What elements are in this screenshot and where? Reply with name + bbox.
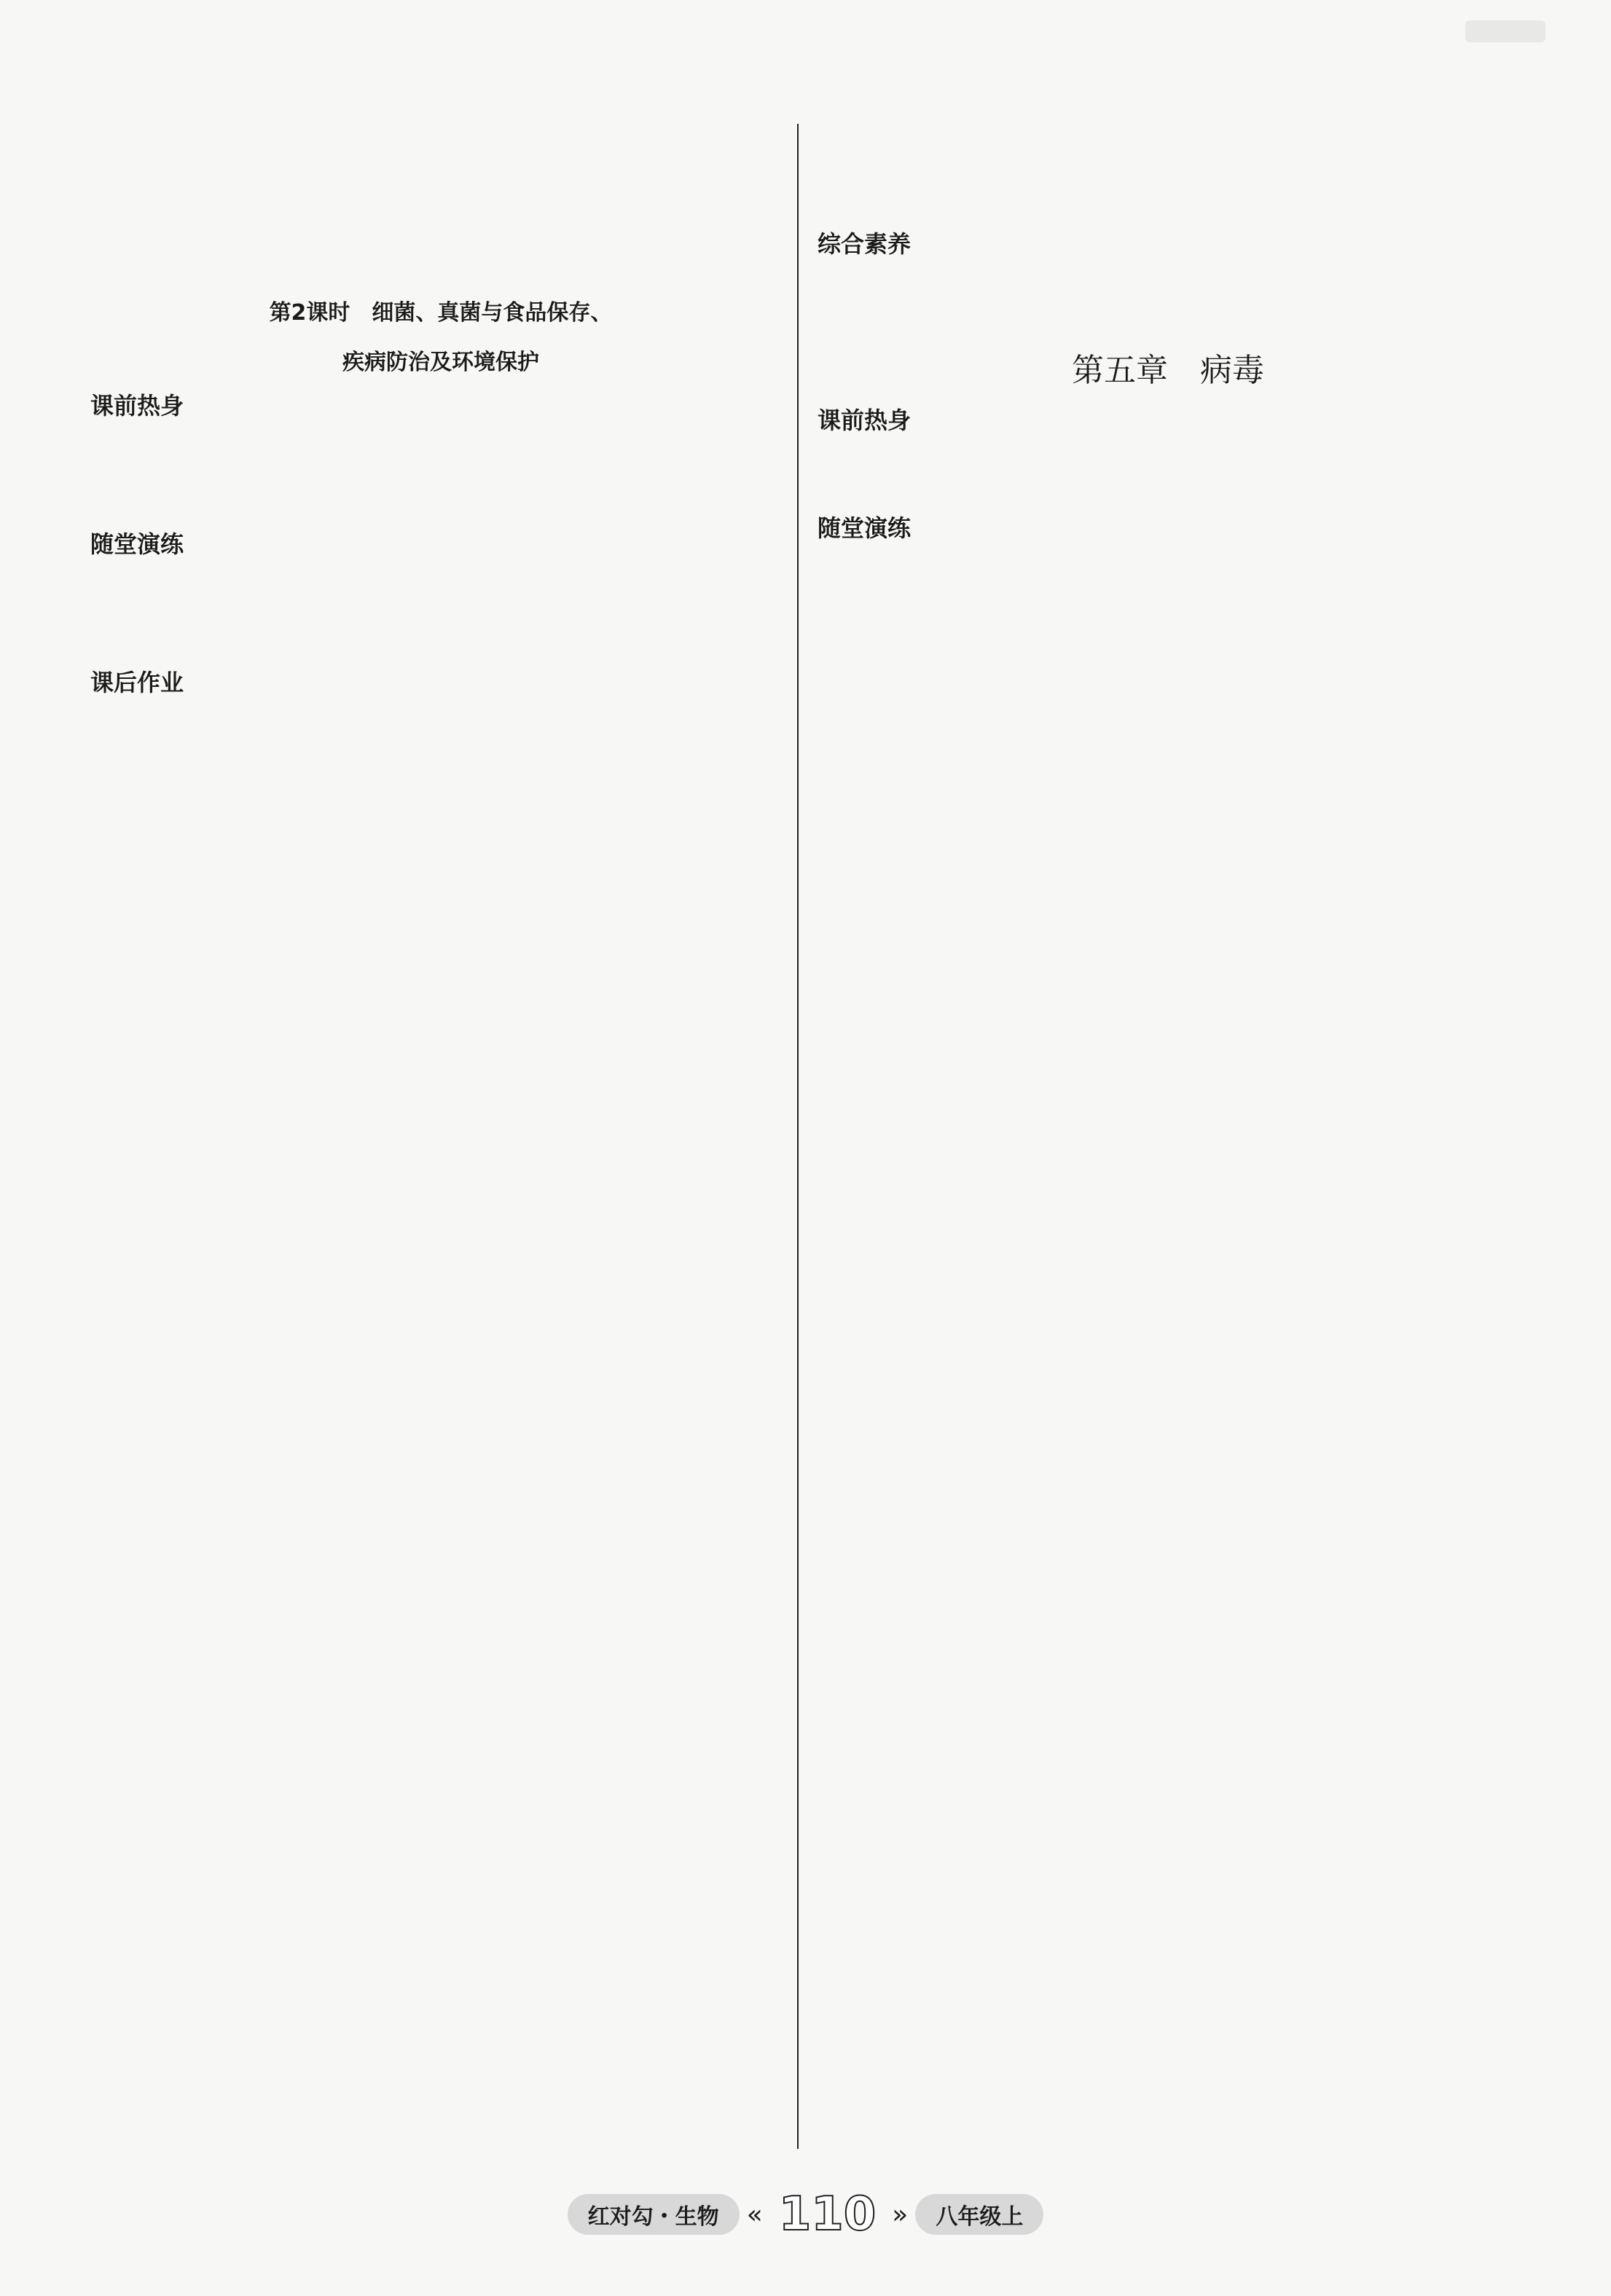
- page-footer: [0, 2178, 1611, 2251]
- answer-line: [815, 188, 1521, 216]
- lesson-title-line1: 第2课时 细菌、真菌与食品保存、: [269, 300, 613, 326]
- answer-line: [815, 580, 1521, 608]
- section-heading-pre-class: 课前热身: [90, 392, 184, 420]
- answer-line: [815, 472, 1521, 500]
- section-heading-pre-class: 课前热身: [818, 406, 912, 434]
- answer-line: [87, 249, 794, 277]
- answer-line: [87, 427, 794, 455]
- answer-line: [87, 457, 794, 485]
- answer-line: [87, 734, 794, 762]
- footer-right-bracket: »: [892, 2199, 909, 2230]
- answer-line: [815, 441, 1521, 469]
- answer-line: [87, 704, 794, 731]
- answer-line: [87, 127, 794, 154]
- left-column: [87, 124, 794, 2149]
- answer-line: [87, 488, 794, 516]
- answer-line: [87, 596, 794, 624]
- lesson-title-line2: 疾病防治及环境保护: [342, 350, 539, 375]
- answer-line: [87, 565, 794, 593]
- corner-decoration: [1465, 20, 1545, 42]
- section-heading-comprehensive: 综合素养: [818, 230, 912, 258]
- answer-line: [87, 219, 794, 246]
- answer-line: [815, 549, 1521, 577]
- footer-grade-label: 八年级上: [915, 2194, 1043, 2235]
- answer-line: [815, 127, 1521, 154]
- answer-line: [815, 296, 1521, 323]
- answer-line: [87, 188, 794, 216]
- answer-line: [87, 626, 794, 654]
- chapter-title: 第五章 病毒: [1072, 352, 1264, 389]
- footer-book-label: 红对勾・生物: [568, 2194, 740, 2235]
- column-divider: [797, 124, 799, 2149]
- answer-line: [815, 157, 1521, 185]
- section-heading-in-class: 随堂演练: [818, 514, 912, 542]
- footer-left-bracket: «: [746, 2199, 763, 2230]
- right-column: [815, 124, 1521, 2149]
- section-heading-after-class: 课后作业: [90, 669, 184, 696]
- answer-line: [815, 265, 1521, 293]
- page-number: 110: [778, 2187, 877, 2241]
- section-heading-in-class: 随堂演练: [90, 530, 184, 558]
- answer-line: [87, 157, 794, 185]
